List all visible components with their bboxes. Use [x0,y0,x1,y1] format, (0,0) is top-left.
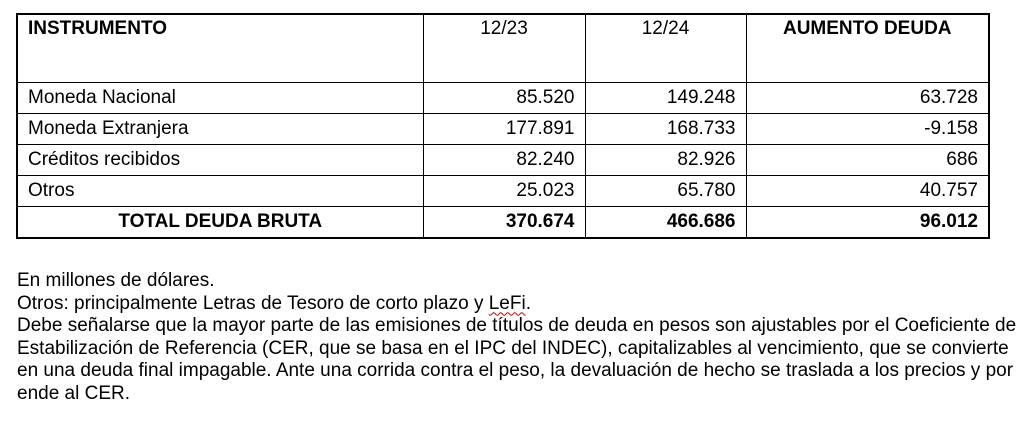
value-2024: 149.248 [585,83,746,114]
debt-table [16,13,990,239]
notes-section [17,270,1017,405]
total-label: TOTAL DEUDA BRUTA [17,207,423,239]
value-2023: 82.240 [423,145,585,176]
lefi-term: LeFi [488,292,526,314]
table-row [17,176,989,207]
table-row [17,114,989,145]
table-header-row [17,14,989,83]
header-aumento-deuda: AUMENTO DEUDA [746,14,989,83]
total-2023: 370.674 [423,207,585,239]
value-2024: 82.926 [585,145,746,176]
table-row [17,145,989,176]
otros-note-end: . [525,292,531,314]
value-aumento: 40.757 [746,176,989,207]
total-aumento: 96.012 [746,207,989,239]
value-aumento: 63.728 [746,83,989,114]
value-2023: 177.891 [423,114,585,145]
table-row [17,83,989,114]
otros-note [17,293,1017,316]
row-label: Otros [17,176,423,207]
units-note: En millones de dólares. [17,270,215,291]
header-year-2023: 12/23 [423,14,585,83]
value-aumento: 686 [746,145,989,176]
total-row [17,207,989,239]
row-label: Moneda Nacional [17,83,423,114]
row-label: Créditos recibidos [17,145,423,176]
value-2024: 65.780 [585,176,746,207]
total-2024: 466.686 [585,207,746,239]
row-label: Moneda Extranjera [17,114,423,145]
value-2023: 25.023 [423,176,585,207]
value-2023: 85.520 [423,83,585,114]
value-aumento: -9.158 [746,114,989,145]
cer-paragraph: Debe señalarse que la mayor parte de las emisiones de títulos de deuda en pesos son ajustables por el Coeficiente de Estabilización de Referencia (CER, que se basa en el IPC del INDEC), capitalizables al vencimiento, que se convierte en una deuda final impagable. Ante una corrida contra el peso, la devaluación de hecho se traslada a los precios y por ende al CER. [17,315,1017,404]
header-year-2024: 12/24 [585,14,746,83]
otros-note-text: Otros: principalmente Letras de Tesoro de corto plazo y [17,292,489,314]
header-instrumento: INSTRUMENTO [17,14,423,83]
value-2024: 168.733 [585,114,746,145]
